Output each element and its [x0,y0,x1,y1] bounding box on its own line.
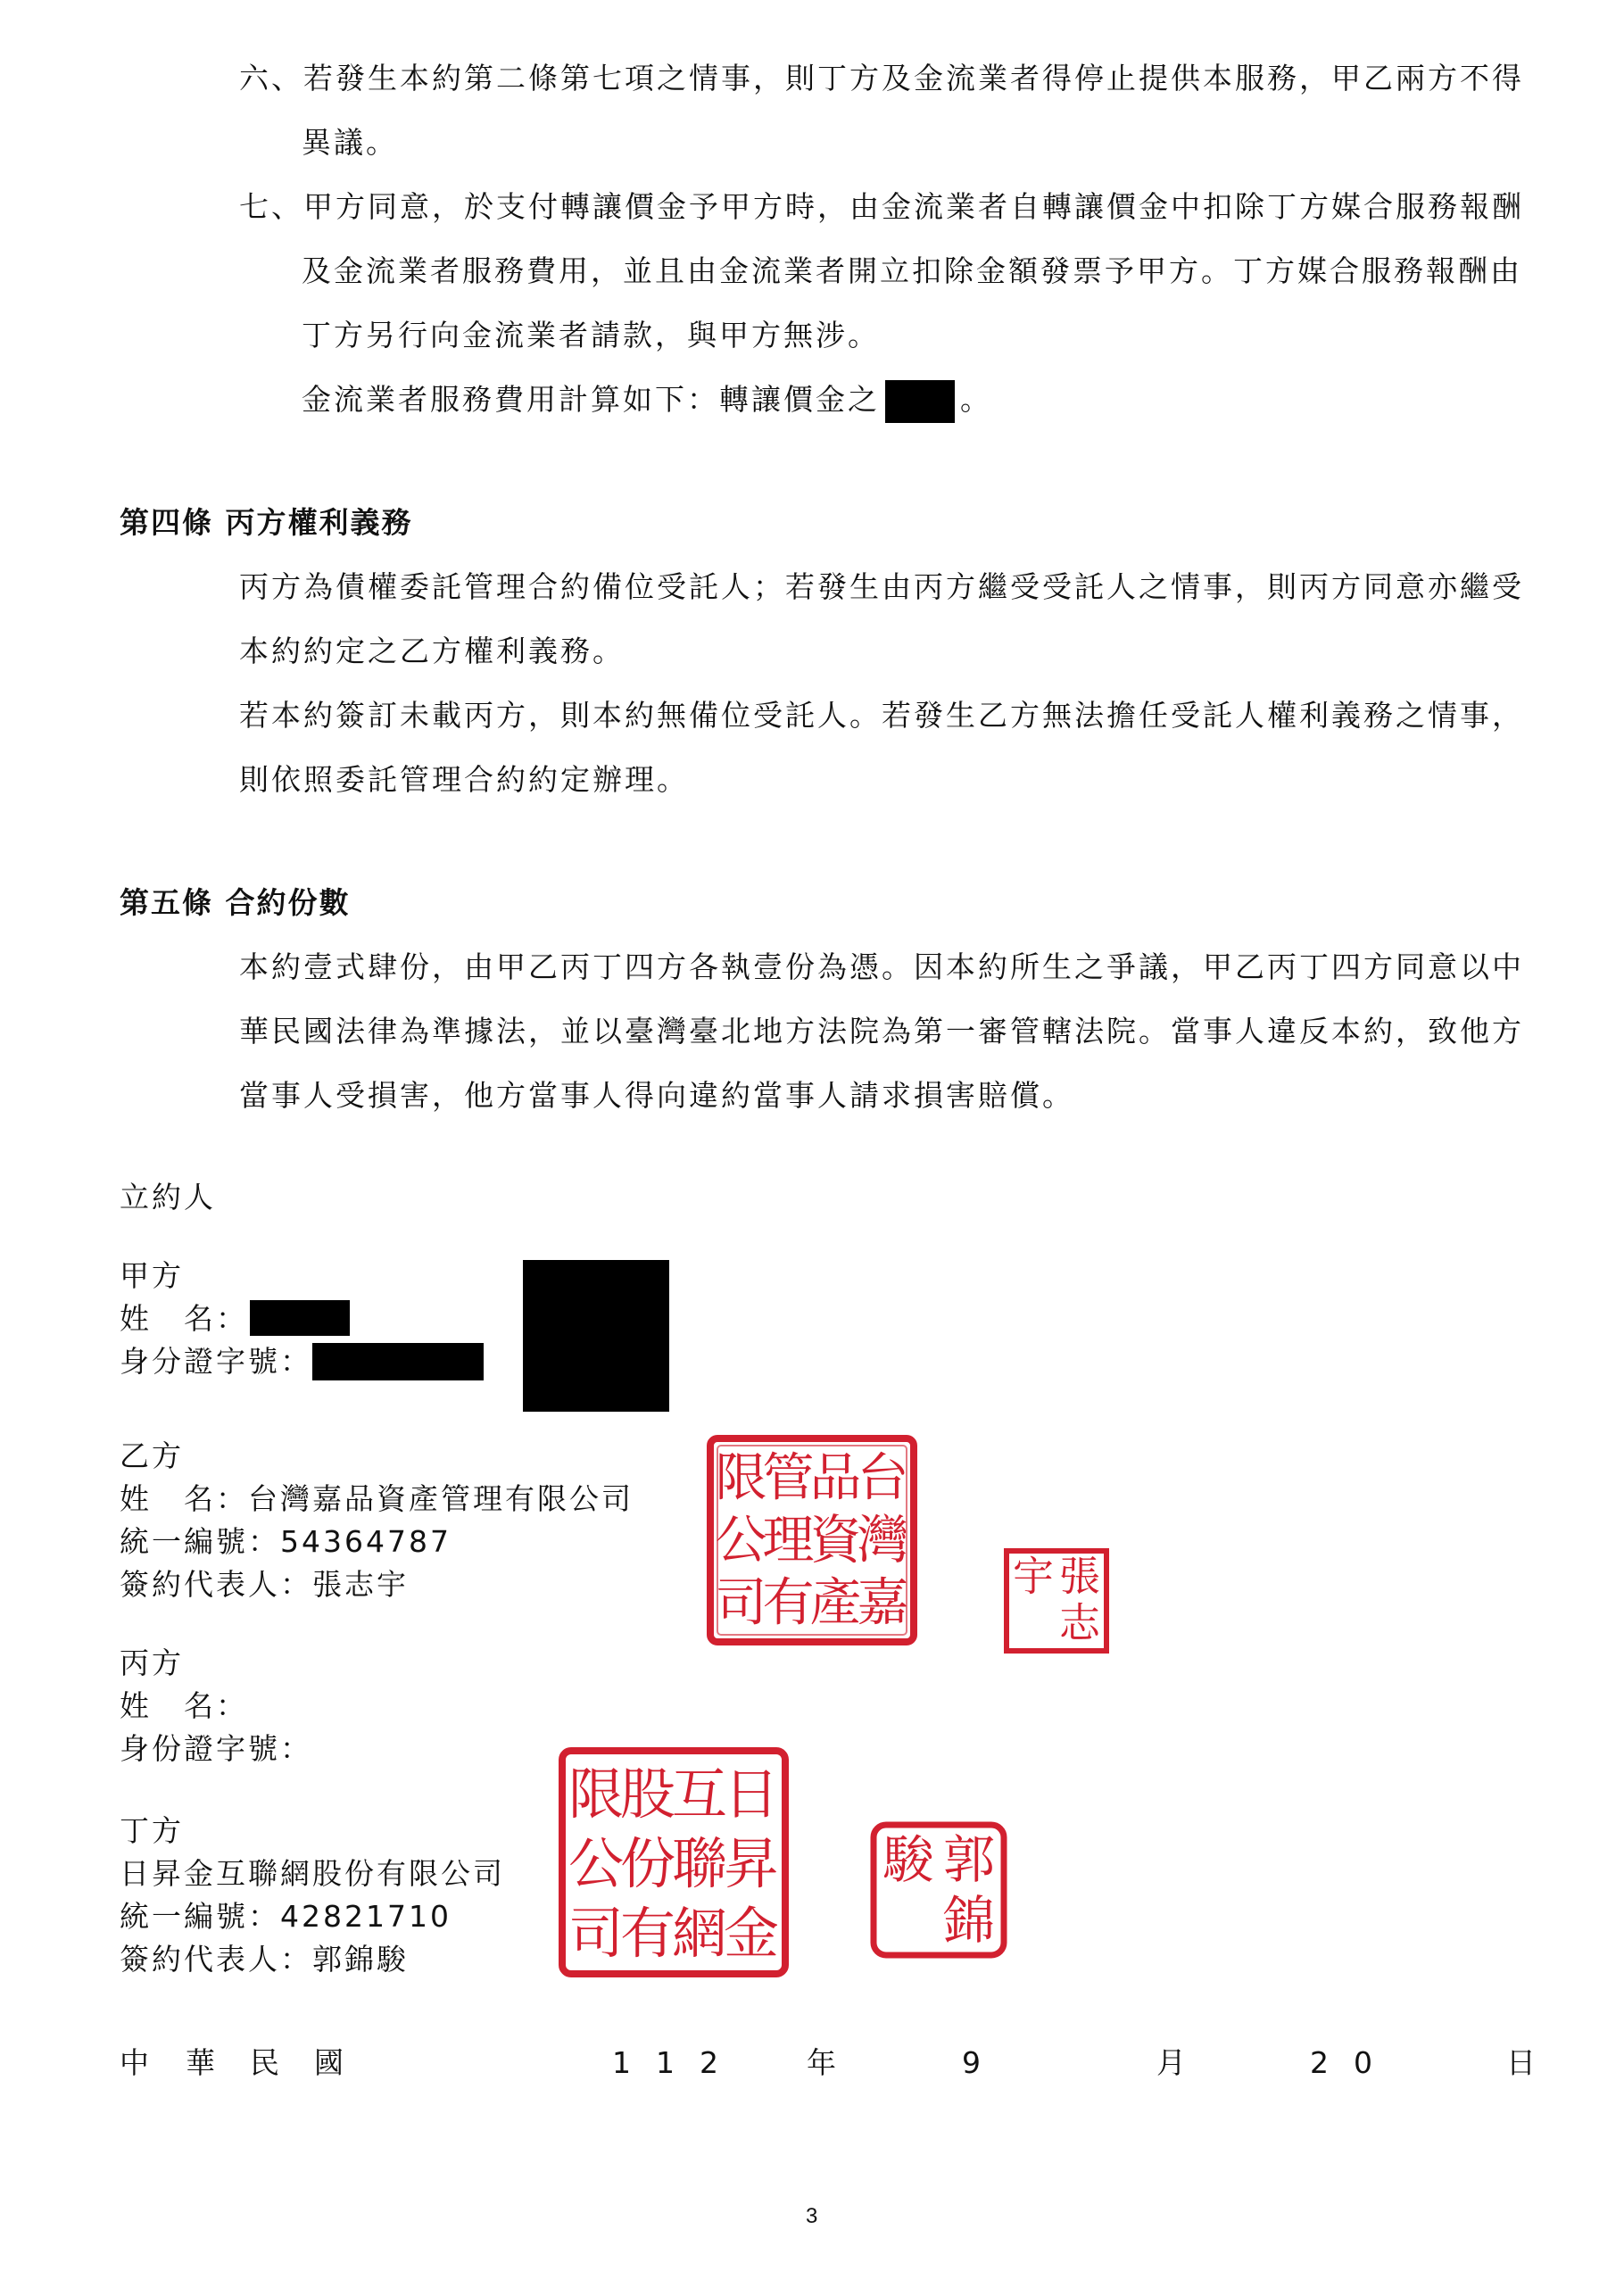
seal-glyph: 嘉 [857,1571,909,1633]
seal-glyph: 互 [671,1761,728,1827]
seal-glyph: 公 [715,1509,767,1571]
seal-glyph: 宇 [1013,1552,1054,1601]
article5-line1: 本約壹式肆份，由甲乙丙丁四方各執壹份為憑。因本約所生之爭議，甲乙丙丁四方同意以中 [239,949,1524,984]
seal-glyph: 限 [715,1446,767,1508]
seal-glyph: 產 [809,1571,862,1633]
date-month: 9 [962,2045,981,2080]
party-b-label: 乙方 [120,1438,184,1473]
seal-glyph: 司 [715,1571,767,1633]
article5-line2: 華民國法律為準據法，並以臺灣臺北地方法院為第一審管轄法院。當事人違反本約，致他方 [239,1014,1524,1049]
party-a-seal-redaction [523,1260,669,1412]
seal-glyph: 品 [809,1446,862,1508]
date-era-1: 中 [120,2045,149,2080]
party-a-name-redaction [250,1300,350,1336]
party-b-personal-seal [1003,1547,1110,1654]
item7-line4 [302,380,992,423]
party-d-company-seal [557,1745,791,1979]
date-day-unit: 日 [1506,2045,1536,2080]
item6-line1: 六、若發生本約第二條第七項之情事，則丁方及金流業者得停止提供本服務，甲乙兩方不得 [239,61,1524,95]
seal-glyph: 份 [619,1830,676,1896]
party-d-label: 丁方 [120,1813,184,1848]
article4-para2-line1: 若本約簽訂未載丙方，則本約無備位受託人。若發生乙方無法擔任受託人權利義務之情事， [239,698,1524,733]
seal-glyph: 日 [723,1761,780,1827]
date-year: 112 [612,2045,743,2080]
date-era-2: 華 [186,2045,215,2080]
seal-glyph: 司 [568,1900,625,1966]
fee-text: 金流業者服務費用計算如下：轉讓價金之 [302,382,880,417]
party-b-tax-id: 統一編號：54364787 [120,1524,452,1559]
article4-para1-line1: 丙方為債權委託管理合約備位受託人；若發生由丙方繼受受託人之情事，則丙方同意亦繼受 [239,569,1524,604]
party-c-name-label: 姓 名： [120,1688,248,1723]
item7-line3: 丁方另行向金流業者請款，與甲方無涉。 [302,318,880,352]
date-day: 20 [1310,2045,1397,2080]
seal-glyph: 資 [809,1509,862,1571]
fee-redaction [885,380,955,423]
article4-heading: 第四條 丙方權利義務 [120,505,413,540]
seal-glyph: 聯 [671,1830,728,1896]
article5-heading: 第五條 合約份數 [120,885,351,920]
page-number: 3 [806,2204,818,2228]
party-a-id-redaction [312,1343,484,1380]
seal-glyph: 灣 [857,1509,909,1571]
seal-glyph: 管 [762,1446,815,1508]
date-month-unit: 月 [1156,2045,1186,2080]
party-d-tax-id: 統一編號：42821710 [120,1899,452,1934]
seal-glyph: 有 [619,1900,676,1966]
party-d-rep: 簽約代表人：郭錦駿 [120,1942,409,1977]
seal-glyph: 錦 [942,1889,996,1951]
article4-para2-line2: 則依照委託管理合約約定辦理。 [239,762,689,797]
seal-glyph: 昇 [723,1830,780,1896]
seal-glyph: 台 [857,1446,909,1508]
seal-glyph: 張 [1059,1552,1100,1601]
party-c-label: 丙方 [120,1645,184,1680]
item6-line2: 異議。 [302,125,398,160]
seal-glyph: 有 [762,1571,815,1633]
seal-glyph: 郭 [942,1828,996,1890]
party-a-label: 甲方 [120,1258,184,1293]
seal-glyph: 理 [762,1509,815,1571]
party-d-company: 日昇金互聯網股份有限公司 [120,1856,505,1891]
seal-glyph: 志 [1059,1598,1100,1647]
seal-glyph: 網 [671,1900,728,1966]
party-d-personal-seal [869,1820,1008,1960]
seal-glyph: 駿 [882,1828,935,1890]
article5-line3: 當事人受損害，他方當事人得向違約當事人請求損害賠償。 [239,1078,1074,1113]
article4-para1-line2: 本約約定之乙方權利義務。 [239,634,625,668]
party-a-name-label: 姓 名： [120,1301,248,1336]
party-c-id-label: 身份證字號： [120,1731,312,1766]
fee-suffix: 。 [960,382,992,417]
party-b-company-seal [705,1433,919,1647]
seal-glyph: 公 [568,1830,625,1896]
item7-line1: 七、甲方同意，於支付轉讓價金予甲方時，由金流業者自轉讓價金中扣除丁方媒合服務報酬 [239,189,1524,224]
party-b-name: 姓 名：台灣嘉品資產管理有限公司 [120,1481,634,1516]
item7-line2: 及金流業者服務費用，並且由金流業者開立扣除金額發票予甲方。丁方媒合服務報酬由 [302,253,1522,288]
party-a-id-label: 身分證字號： [120,1344,312,1379]
seal-glyph: 金 [723,1900,780,1966]
date-era-4: 國 [314,2045,344,2080]
signatories-title: 立約人 [120,1180,216,1214]
date-year-unit: 年 [807,2045,836,2080]
party-b-rep: 簽約代表人：張志宇 [120,1567,409,1602]
seal-glyph: 股 [619,1761,676,1827]
seal-glyph: 限 [568,1761,625,1827]
date-era-3: 民 [250,2045,279,2080]
